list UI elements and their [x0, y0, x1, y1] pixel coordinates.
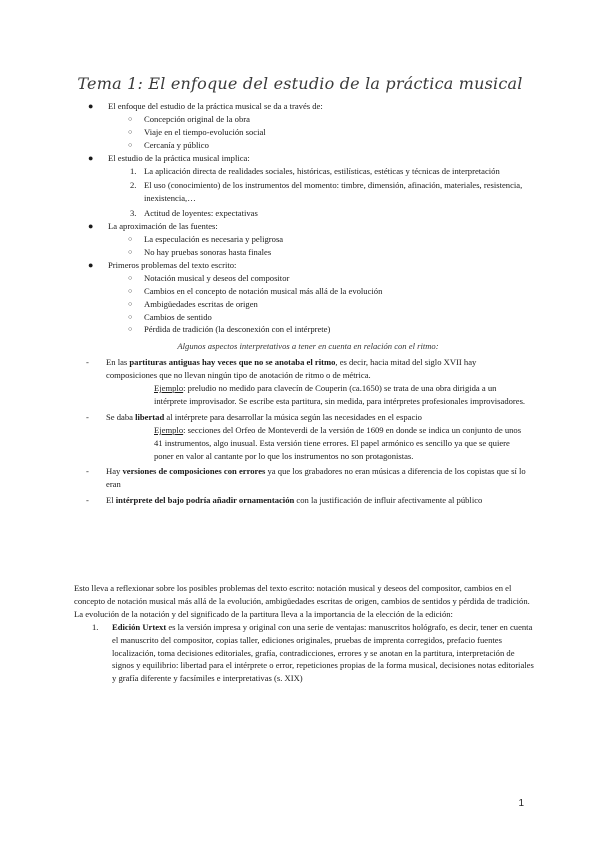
aspect-bold: versiones de composiciones con errores — [122, 466, 266, 477]
sub-bullet-item — [88, 126, 528, 139]
example-label: Ejemplo — [154, 424, 184, 435]
sub-bullet-text: Viaje en el tiempo-evolución social — [144, 126, 266, 137]
item-number: 2. — [130, 180, 137, 191]
dash-bullet-icon: - — [86, 357, 89, 368]
circle-bullet-icon: ○ — [128, 235, 133, 244]
paragraph: La evolución de la notación y del significado de la partitura lleva a la importancia de la elección de la edición: — [74, 608, 453, 619]
sub-bullet-text: Cercanía y público — [144, 139, 209, 150]
aspect-text: , es decir, hacia mitad del siglo XVII hay composiciones que no llevan ningún tipo de anotación de ritmo o de métrica. — [106, 357, 477, 381]
sub-bullet-text: Cambios de sentido — [144, 311, 212, 322]
main-content — [88, 100, 528, 510]
sub-bullet-text: No hay pruebas sonoras hasta finales — [144, 246, 272, 257]
bullet-item — [88, 100, 528, 113]
aspect-text: Hay — [106, 466, 123, 477]
dash-bullet-icon: - — [86, 495, 89, 506]
bullet-dot-icon: ● — [88, 152, 94, 163]
sub-bullet-item — [88, 285, 528, 298]
circle-bullet-icon: ○ — [128, 127, 133, 136]
circle-bullet-icon: ○ — [128, 325, 133, 334]
numbered-text: Actitud de loyentes: expectativas — [144, 208, 258, 219]
aspect-bold: intérprete del bajo podría añadir ornamentación — [115, 495, 295, 506]
numbered-item — [88, 165, 528, 178]
aspect-item — [86, 465, 528, 491]
item-number: 3. — [130, 208, 137, 219]
aspect-item — [86, 494, 528, 507]
bullet-item — [88, 259, 528, 272]
circle-bullet-icon: ○ — [128, 312, 133, 321]
sub-bullet-item — [88, 311, 528, 324]
aspect-text: ya que los grabadores no eran músicas a diferencia de los copistas que sí lo eran — [106, 466, 526, 490]
bullet-item — [88, 152, 528, 165]
bullet-item — [88, 220, 528, 233]
numbered-text: La aplicación directa de realidades sociales, históricas, estilísticas, estéticas y técnicas de interpretación — [144, 165, 500, 176]
edition-bold: Edición Urtext — [112, 621, 167, 632]
numbered-item — [88, 207, 528, 220]
sub-bullet-text: Cambios en el concepto de notación musical más allá de la evolución — [144, 285, 383, 296]
example-text: : secciones del Orfeo de Monteverdi de la versión de 1609 en donde se indica un conjunto de unos 41 instrumentos, algo inusual. Esta versión tiene errores. El papel armónico es sencillo ya que se quiere poner en valor al cantante por lo que los instrumentos no son protagonistas. — [154, 424, 522, 461]
bullet-text: La aproximación de las fuentes: — [108, 221, 218, 232]
edition-text: es la versión impresa y original con una serie de ventajas: manuscritos hológrafo, es decir, tener en cuenta el manuscrito del compositor, copias taller, ediciones originales, pruebas de imprenta corregidos, prefacio fuentes localización, toma decisiones editoriales, grafía, contradicciones, errores y se anotan en la partitura, interpretación de signos y equilibrio: libertad para el intérprete o error, repeticiones propias de la forma musical, decisiones notas editoriales y grafía diferente y facsímiles e interpretativas (s. XIX) — [112, 621, 534, 684]
circle-bullet-icon: ○ — [128, 286, 133, 295]
sub-bullet-item — [88, 323, 528, 336]
aspect-text: En las — [106, 357, 130, 368]
aspect-text: al intérprete para desarrollar la música según las necesidades en el espacio — [164, 411, 422, 422]
paragraph: Esto lleva a reflexionar sobre los posibles problemas del texto escrito: notación musical y deseos del compositor, cambios en el concepto de notación musical más allá de la evolución, ambigüedades escritas de origen, cambios de sentidos y pérdida de tradición. — [74, 583, 530, 606]
circle-bullet-icon: ○ — [128, 140, 133, 149]
bullet-text: Primeros problemas del texto escrito: — [108, 259, 237, 270]
sub-bullet-item — [88, 113, 528, 126]
aspect-text: Se daba — [106, 411, 136, 422]
bullet-dot-icon: ● — [88, 221, 94, 232]
sub-bullet-text: Pérdida de tradición (la desconexión con el intérprete) — [144, 324, 331, 335]
aspect-item — [86, 356, 528, 408]
sub-bullet-item — [88, 246, 528, 259]
aspect-bold: libertad — [135, 411, 165, 422]
sub-bullet-item — [88, 272, 528, 285]
circle-bullet-icon: ○ — [128, 114, 133, 123]
aspect-text: El — [106, 495, 116, 506]
aspect-text: con la justificación de influir afectivamente al público — [294, 495, 483, 506]
bullet-text: El enfoque del estudio de la práctica musical se da a través de: — [108, 101, 323, 111]
example-block — [106, 382, 528, 408]
page-number: 1 — [518, 798, 524, 809]
aspect-bold: partituras antiguas hay veces que no se anotaba el ritmo — [129, 357, 336, 368]
sub-bullet-item — [88, 298, 528, 311]
sub-bullet-text: Notación musical y deseos del compositor — [144, 272, 290, 283]
example-block — [106, 424, 528, 463]
aspects-intro: Algunos aspectos interpretativos a tener en cuenta en relación con el ritmo: — [177, 341, 439, 352]
example-text: : preludio no medido para clavecín de Couperin (ca.1650) se trata de una obra dirigida a un intérprete improvisador. Se escribe esta partitura, sin medida, para intérpretes profesionales improvisadores. — [154, 383, 526, 406]
bullet-text: El estudio de la práctica musical implica: — [108, 152, 250, 163]
aspect-item — [86, 411, 528, 463]
aspects-list — [86, 356, 528, 507]
circle-bullet-icon: ○ — [128, 299, 133, 308]
edition-item — [74, 621, 534, 686]
circle-bullet-icon: ○ — [128, 273, 133, 282]
sub-bullet-text: Concepción original de la obra — [144, 113, 250, 124]
sub-bullet-text: Ambigüedades escritas de origen — [144, 298, 258, 309]
item-number: 1. — [92, 621, 99, 632]
sub-bullet-item — [88, 139, 528, 152]
sub-bullet-text: La especulación es necesaria y peligrosa — [144, 234, 284, 245]
dash-bullet-icon: - — [86, 411, 89, 422]
closing-paragraphs — [74, 582, 534, 685]
dash-bullet-icon: - — [86, 466, 89, 477]
circle-bullet-icon: ○ — [128, 247, 133, 256]
numbered-item — [88, 179, 528, 205]
bullet-dot-icon: ● — [88, 101, 94, 111]
sub-bullet-item — [88, 233, 528, 246]
example-label: Ejemplo — [154, 383, 184, 394]
item-number: 1. — [130, 165, 137, 176]
numbered-text: El uso (conocimiento) de los instrumentos del momento: timbre, dimensión, afinación, materiales, resistencia, inexistencia,… — [144, 180, 523, 204]
bullet-dot-icon: ● — [88, 259, 94, 270]
page-title: Tema 1: El enfoque del estudio de la práctica musical — [77, 74, 523, 93]
